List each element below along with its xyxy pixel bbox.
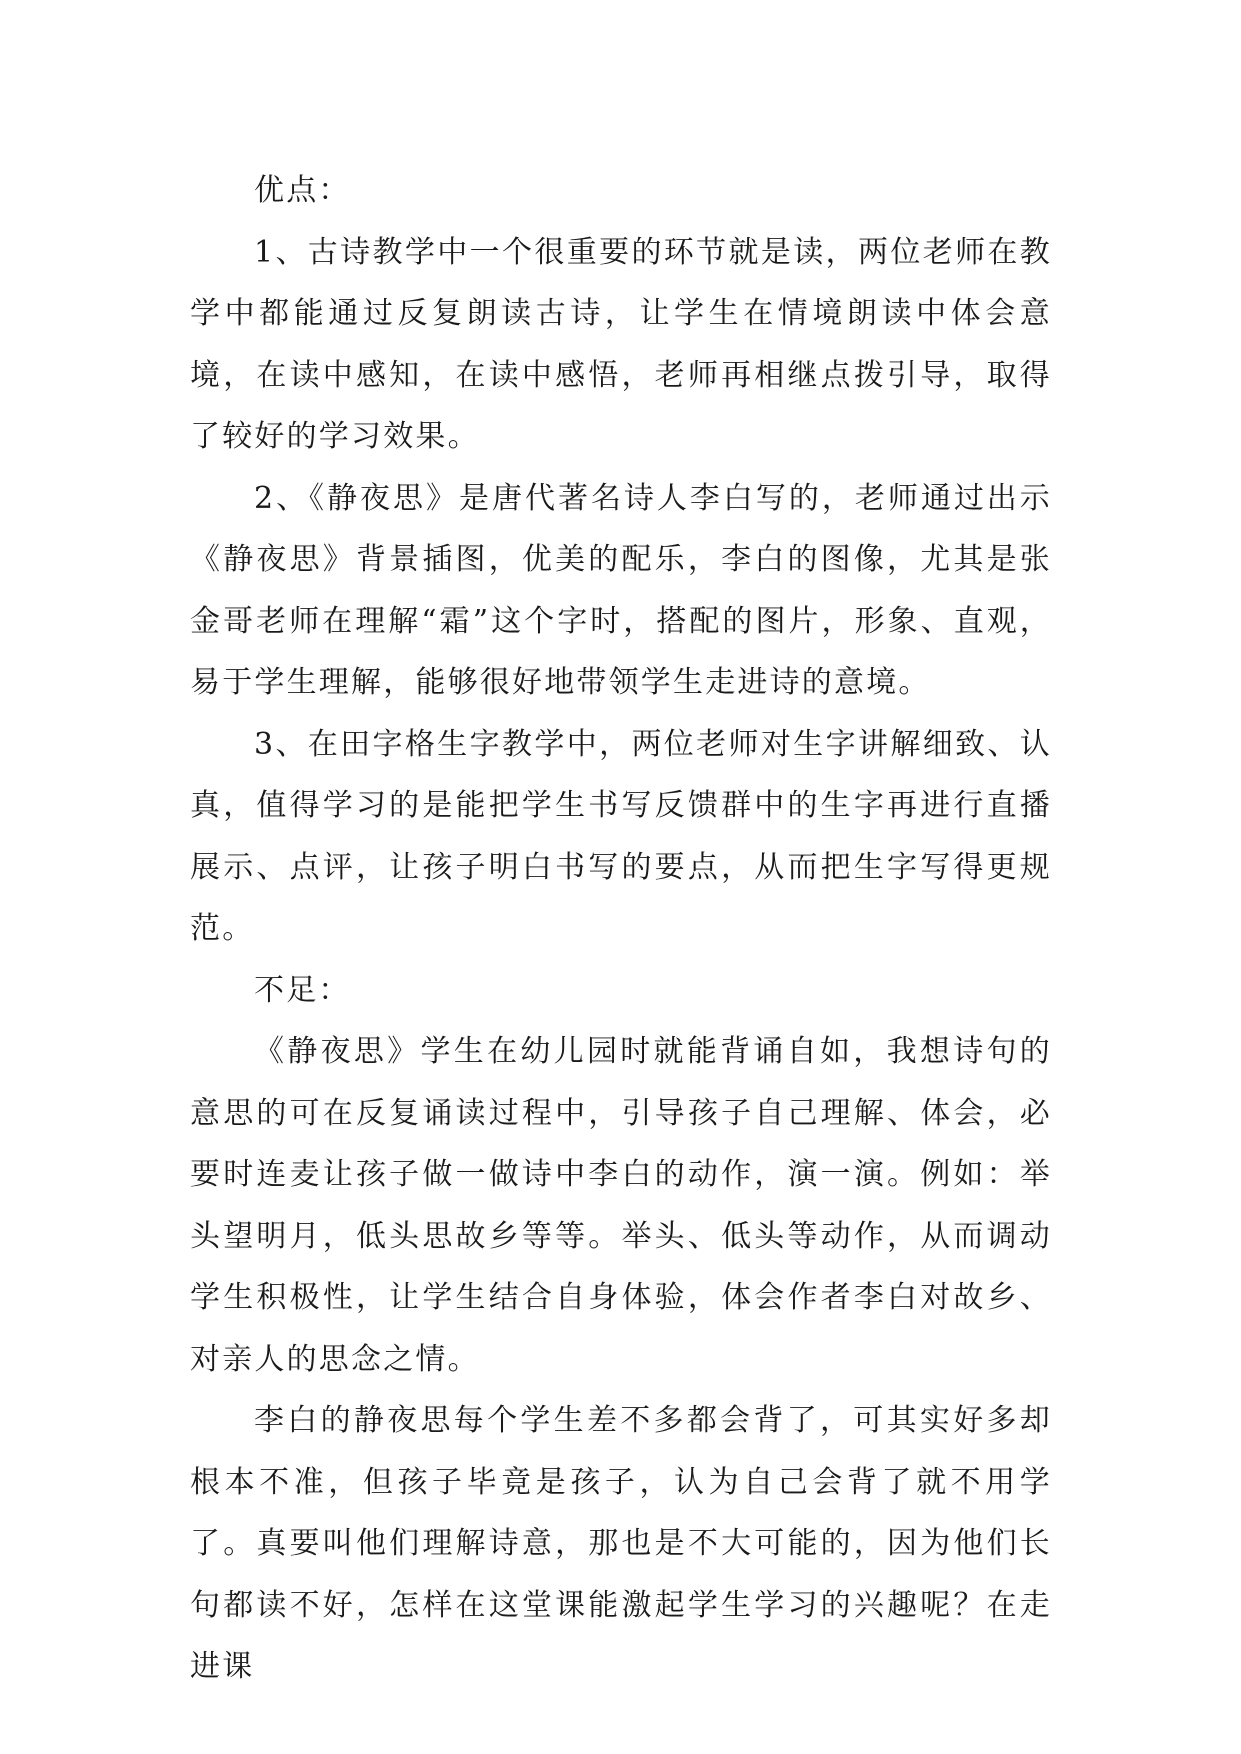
paragraph-point-2: 2、《静夜思》是唐代著名诗人李白写的，老师通过出示《静夜思》背景插图，优美的配乐，李白的图像，尤其是张金哥老师在理解“霜”这个字时，搭配的图片，形象、直观，易于学生理解，能够很好地带领学生走进诗的意境。 (190, 480, 1052, 700)
document-body (190, 160, 1052, 1698)
paragraph-point-1: 1、古诗教学中一个很重要的环节就是读，两位老师在教学中都能通过反复朗读古诗，让学生在情境朗读中体会意境，在读中感知，在读中感悟，老师再相继点拨引导，取得了较好的学习效果。 (190, 234, 1052, 454)
paragraph-shortcoming: 《静夜思》学生在幼儿园时就能背诵自如，我想诗句的意思的可在反复诵读过程中，引导孩子自己理解、体会，必要时连麦让孩子做一做诗中李白的动作，演一演。例如：举头望明月，低头思故乡等等。举头、低头等动作，从而调动学生积极性，让学生结合自身体验，体会作者李白对故乡、对亲人的思念之情。 (190, 1034, 1052, 1377)
paragraph-point-3: 3、在田字格生字教学中，两位老师对生字讲解细致、认真，值得学习的是能把学生书写反馈群中的生字再进行直播展示、点评，让孩子明白书写的要点，从而把生字写得更规范。 (190, 726, 1052, 946)
heading-shortcomings: 不足： (254, 972, 351, 1008)
paragraph-reflection: 李白的静夜思每个学生差不多都会背了，可其实好多却根本不准，但孩子毕竟是孩子，认为自己会背了就不用学了。真要叫他们理解诗意，那也是不大可能的，因为他们长句都读不好，怎样在这堂课能激起学生学习的兴趣呢？在走进课 (190, 1403, 1052, 1684)
heading-advantages: 优点： (254, 173, 351, 208)
